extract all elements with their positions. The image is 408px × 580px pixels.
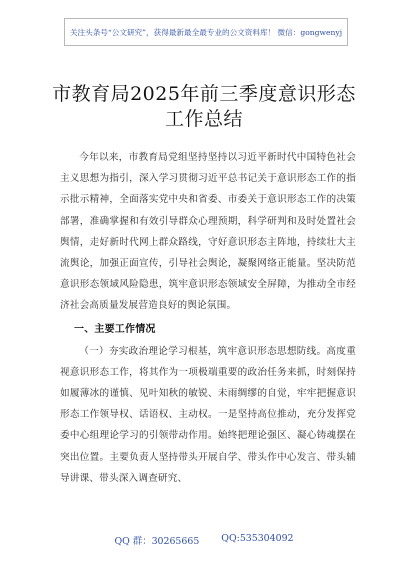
- document-title: [0, 82, 408, 132]
- intro-paragraph: 今年以来，市教育局党组坚持坚持以习近平新时代中国特色社会主义思想为指引，深入学习贯彻习近平总书记关于意识形态工作的指示批示精神，全面落实党中央和省委、市委关于意识形态工作的决策部署，准确掌握和有效引导群众心理预期，科学研判和及时处置社会舆情，走好新时代网上群众路线，守好意识形态主阵地，持续壮大主流舆论，加强正面宣传，引导社会舆论，凝聚网络正能量。坚决防范意识形态领域风险隐患，筑牢意识形态领域安全屏障，为推动全市经济社会高质量发展营造良好的舆论氛围。: [60, 152, 356, 312]
- promo-banner-text: 关注头条号“公文研究”，获得最新最全最专业的公文资料库！ 微信：gongwenyj: [69, 27, 343, 37]
- document-body: [60, 147, 356, 489]
- title-line-1: 市教育局2025年前三季度意识形态: [52, 83, 356, 105]
- title-line-2: 工作总结: [164, 108, 243, 130]
- section-paragraph: （一）夯实政治理论学习根基，筑牢意识形态思想防线。高度重视意识形态工作，将其作为一项极端重要的政治任务来抓，时刻保持如履薄冰的谨慎、见叶知秋的敏锐、未雨绸缪的自觉，牢牢把握意识形态工作领导权、话语权、主动权。一是坚持高位推动，充分发挥党委中心组理论学习的引领带动作用。始终把理论强区、凝心铸魂摆在突出位置。主要负责人坚持带头开展自学、带头作中心发言、带头辅导讲课、带头深入调查研究、: [60, 345, 356, 484]
- footer-contacts: [0, 533, 408, 547]
- promo-banner: [64, 18, 348, 46]
- section-heading: 一、主要工作情况: [74, 323, 156, 335]
- qq-number: QQ:535304092: [221, 533, 294, 544]
- qq-group: QQ 群：30265665: [114, 536, 200, 547]
